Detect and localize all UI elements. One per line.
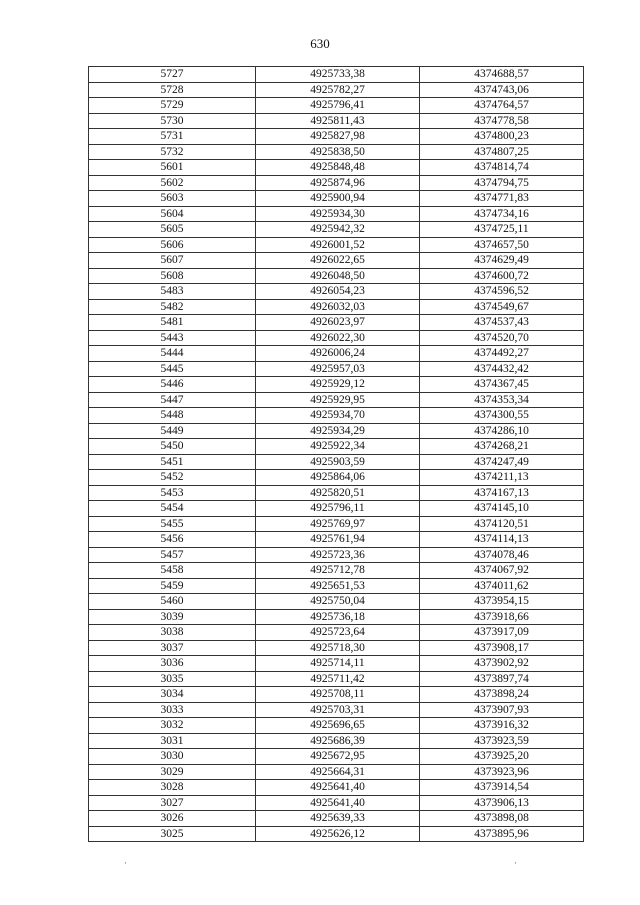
- y-coordinate-cell: 4373923,59: [420, 733, 584, 749]
- table-row: [89, 191, 584, 207]
- table-row: [89, 516, 584, 532]
- table-row: [89, 423, 584, 439]
- table-row: [89, 578, 584, 594]
- table-row: [89, 671, 584, 687]
- x-coordinate-cell: 4925811,43: [256, 113, 420, 129]
- y-coordinate-cell: 4374725,11: [420, 222, 584, 238]
- table-row: [89, 160, 584, 176]
- y-coordinate-cell: 4373907,93: [420, 702, 584, 718]
- y-coordinate-cell: 4374067,92: [420, 563, 584, 579]
- x-coordinate-cell: 4926023,97: [256, 315, 420, 331]
- y-coordinate-cell: 4374120,51: [420, 516, 584, 532]
- table-row: [89, 733, 584, 749]
- point-number-cell: 3032: [89, 718, 256, 734]
- table-row: [89, 253, 584, 269]
- x-coordinate-cell: 4925934,30: [256, 206, 420, 222]
- x-coordinate-cell: 4925733,38: [256, 67, 420, 83]
- x-coordinate-cell: 4925761,94: [256, 532, 420, 548]
- x-coordinate-cell: 4925934,29: [256, 423, 420, 439]
- point-number-cell: 3038: [89, 625, 256, 641]
- point-number-cell: 5451: [89, 454, 256, 470]
- y-coordinate-cell: 4374167,13: [420, 485, 584, 501]
- y-coordinate-cell: 4374800,23: [420, 129, 584, 145]
- x-coordinate-cell: 4926054,23: [256, 284, 420, 300]
- point-number-cell: 3031: [89, 733, 256, 749]
- y-coordinate-cell: 4374537,43: [420, 315, 584, 331]
- x-coordinate-cell: 4925838,50: [256, 144, 420, 160]
- point-number-cell: 3027: [89, 795, 256, 811]
- table-row: [89, 392, 584, 408]
- y-coordinate-cell: 4374600,72: [420, 268, 584, 284]
- y-coordinate-cell: 4374367,45: [420, 377, 584, 393]
- x-coordinate-cell: 4925796,41: [256, 98, 420, 114]
- table-row: [89, 609, 584, 625]
- y-coordinate-cell: 4374247,49: [420, 454, 584, 470]
- point-number-cell: 5483: [89, 284, 256, 300]
- x-coordinate-cell: 4925718,30: [256, 640, 420, 656]
- x-coordinate-cell: 4926006,24: [256, 346, 420, 362]
- table-row: [89, 361, 584, 377]
- y-coordinate-cell: 4374814,74: [420, 160, 584, 176]
- table-row: [89, 547, 584, 563]
- x-coordinate-cell: 4926032,03: [256, 299, 420, 315]
- point-number-cell: 5604: [89, 206, 256, 222]
- point-number-cell: 5448: [89, 408, 256, 424]
- y-coordinate-cell: 4374688,57: [420, 67, 584, 83]
- x-coordinate-cell: 4925711,42: [256, 671, 420, 687]
- point-number-cell: 5606: [89, 237, 256, 253]
- y-coordinate-cell: 4374078,46: [420, 547, 584, 563]
- point-number-cell: 5482: [89, 299, 256, 315]
- point-number-cell: 5453: [89, 485, 256, 501]
- point-number-cell: 5446: [89, 377, 256, 393]
- y-coordinate-cell: 4373895,96: [420, 826, 584, 842]
- table-row: [89, 299, 584, 315]
- x-coordinate-cell: 4925672,95: [256, 749, 420, 765]
- x-coordinate-cell: 4925942,32: [256, 222, 420, 238]
- point-number-cell: 3030: [89, 749, 256, 765]
- page-number: 630: [310, 36, 330, 51]
- point-number-cell: 3039: [89, 609, 256, 625]
- point-number-cell: 5730: [89, 113, 256, 129]
- point-number-cell: 5458: [89, 563, 256, 579]
- point-number-cell: 5602: [89, 175, 256, 191]
- table-row: [89, 237, 584, 253]
- y-coordinate-cell: 4373902,92: [420, 656, 584, 672]
- y-coordinate-cell: 4374353,34: [420, 392, 584, 408]
- y-coordinate-cell: 4374807,25: [420, 144, 584, 160]
- x-coordinate-cell: 4925736,18: [256, 609, 420, 625]
- point-number-cell: 5731: [89, 129, 256, 145]
- scan-dot-mark: ·: [124, 858, 127, 868]
- y-coordinate-cell: 4374794,75: [420, 175, 584, 191]
- table-row: [89, 594, 584, 610]
- point-number-cell: 3035: [89, 671, 256, 687]
- table-row: [89, 532, 584, 548]
- table-row: [89, 454, 584, 470]
- table-row: [89, 377, 584, 393]
- x-coordinate-cell: 4925929,12: [256, 377, 420, 393]
- point-number-cell: 5460: [89, 594, 256, 610]
- x-coordinate-cell: 4925708,11: [256, 687, 420, 703]
- y-coordinate-cell: 4374657,50: [420, 237, 584, 253]
- x-coordinate-cell: 4925641,40: [256, 780, 420, 796]
- x-coordinate-cell: 4925750,04: [256, 594, 420, 610]
- table-row: [89, 640, 584, 656]
- y-coordinate-cell: 4374629,49: [420, 253, 584, 269]
- x-coordinate-cell: 4925900,94: [256, 191, 420, 207]
- point-number-cell: 5445: [89, 361, 256, 377]
- table-row: [89, 175, 584, 191]
- table-row: [89, 330, 584, 346]
- y-coordinate-cell: 4373917,09: [420, 625, 584, 641]
- y-coordinate-cell: 4373908,17: [420, 640, 584, 656]
- point-number-cell: 3034: [89, 687, 256, 703]
- point-number-cell: 5608: [89, 268, 256, 284]
- point-number-cell: 5455: [89, 516, 256, 532]
- table-row: [89, 764, 584, 780]
- x-coordinate-cell: 4925686,39: [256, 733, 420, 749]
- point-number-cell: 3028: [89, 780, 256, 796]
- x-coordinate-cell: 4925903,59: [256, 454, 420, 470]
- point-number-cell: 3025: [89, 826, 256, 842]
- x-coordinate-cell: 4925820,51: [256, 485, 420, 501]
- y-coordinate-cell: 4373918,66: [420, 609, 584, 625]
- point-number-cell: 3033: [89, 702, 256, 718]
- x-coordinate-cell: 4925639,33: [256, 811, 420, 827]
- y-coordinate-cell: 4373914,54: [420, 780, 584, 796]
- point-number-cell: 3037: [89, 640, 256, 656]
- table-row: [89, 718, 584, 734]
- table-row: [89, 625, 584, 641]
- table-row: [89, 826, 584, 842]
- x-coordinate-cell: 4925664,31: [256, 764, 420, 780]
- table-row: [89, 702, 584, 718]
- coordinates-table-body: [89, 67, 584, 842]
- table-row: [89, 563, 584, 579]
- x-coordinate-cell: 4925848,48: [256, 160, 420, 176]
- table-row: [89, 485, 584, 501]
- y-coordinate-cell: 4374743,06: [420, 82, 584, 98]
- y-coordinate-cell: 4374286,10: [420, 423, 584, 439]
- table-row: [89, 811, 584, 827]
- y-coordinate-cell: 4373906,13: [420, 795, 584, 811]
- table-row: [89, 780, 584, 796]
- table-row: [89, 98, 584, 114]
- x-coordinate-cell: 4925957,03: [256, 361, 420, 377]
- y-coordinate-cell: 4374268,21: [420, 439, 584, 455]
- x-coordinate-cell: 4925864,06: [256, 470, 420, 486]
- table-row: [89, 315, 584, 331]
- point-number-cell: 5605: [89, 222, 256, 238]
- y-coordinate-cell: 4374114,13: [420, 532, 584, 548]
- table-row: [89, 470, 584, 486]
- table-row: [89, 82, 584, 98]
- point-number-cell: 5601: [89, 160, 256, 176]
- point-number-cell: 5728: [89, 82, 256, 98]
- x-coordinate-cell: 4925934,70: [256, 408, 420, 424]
- point-number-cell: 5607: [89, 253, 256, 269]
- y-coordinate-cell: 4373923,96: [420, 764, 584, 780]
- y-coordinate-cell: 4374520,70: [420, 330, 584, 346]
- point-number-cell: 5452: [89, 470, 256, 486]
- y-coordinate-cell: 4374771,83: [420, 191, 584, 207]
- x-coordinate-cell: 4925641,40: [256, 795, 420, 811]
- y-coordinate-cell: 4374211,13: [420, 470, 584, 486]
- point-number-cell: 5449: [89, 423, 256, 439]
- table-row: [89, 749, 584, 765]
- x-coordinate-cell: 4925696,65: [256, 718, 420, 734]
- table-row: [89, 501, 584, 517]
- x-coordinate-cell: 4926022,65: [256, 253, 420, 269]
- point-number-cell: 5443: [89, 330, 256, 346]
- y-coordinate-cell: 4374734,16: [420, 206, 584, 222]
- point-number-cell: 5732: [89, 144, 256, 160]
- point-number-cell: 5481: [89, 315, 256, 331]
- y-coordinate-cell: 4374145,10: [420, 501, 584, 517]
- y-coordinate-cell: 4373898,08: [420, 811, 584, 827]
- x-coordinate-cell: 4925782,27: [256, 82, 420, 98]
- coordinates-table: [88, 66, 584, 842]
- table-row: [89, 268, 584, 284]
- point-number-cell: 5459: [89, 578, 256, 594]
- point-number-cell: 5444: [89, 346, 256, 362]
- x-coordinate-cell: 4925712,78: [256, 563, 420, 579]
- x-coordinate-cell: 4925769,97: [256, 516, 420, 532]
- table-row: [89, 222, 584, 238]
- table-row: [89, 206, 584, 222]
- x-coordinate-cell: 4926022,30: [256, 330, 420, 346]
- table-row: [89, 144, 584, 160]
- point-number-cell: 5603: [89, 191, 256, 207]
- table-row: [89, 113, 584, 129]
- point-number-cell: 5456: [89, 532, 256, 548]
- point-number-cell: 3026: [89, 811, 256, 827]
- table-row: [89, 67, 584, 83]
- y-coordinate-cell: 4373897,74: [420, 671, 584, 687]
- y-coordinate-cell: 4374764,57: [420, 98, 584, 114]
- x-coordinate-cell: 4925827,98: [256, 129, 420, 145]
- scan-dot-mark: ·: [514, 858, 517, 868]
- table-row: [89, 687, 584, 703]
- table-row: [89, 129, 584, 145]
- x-coordinate-cell: 4925796,11: [256, 501, 420, 517]
- table-row: [89, 656, 584, 672]
- y-coordinate-cell: 4373954,15: [420, 594, 584, 610]
- y-coordinate-cell: 4374549,67: [420, 299, 584, 315]
- x-coordinate-cell: 4926001,52: [256, 237, 420, 253]
- x-coordinate-cell: 4925714,11: [256, 656, 420, 672]
- y-coordinate-cell: 4374432,42: [420, 361, 584, 377]
- table-row: [89, 284, 584, 300]
- y-coordinate-cell: 4374300,55: [420, 408, 584, 424]
- y-coordinate-cell: 4374778,58: [420, 113, 584, 129]
- point-number-cell: 3029: [89, 764, 256, 780]
- y-coordinate-cell: 4373925,20: [420, 749, 584, 765]
- x-coordinate-cell: 4926048,50: [256, 268, 420, 284]
- x-coordinate-cell: 4925929,95: [256, 392, 420, 408]
- point-number-cell: 5450: [89, 439, 256, 455]
- table-row: [89, 346, 584, 362]
- table-row: [89, 408, 584, 424]
- table-row: [89, 439, 584, 455]
- table-row: [89, 795, 584, 811]
- point-number-cell: 5454: [89, 501, 256, 517]
- point-number-cell: 5729: [89, 98, 256, 114]
- x-coordinate-cell: 4925703,31: [256, 702, 420, 718]
- x-coordinate-cell: 4925651,53: [256, 578, 420, 594]
- x-coordinate-cell: 4925626,12: [256, 826, 420, 842]
- y-coordinate-cell: 4374596,52: [420, 284, 584, 300]
- y-coordinate-cell: 4373898,24: [420, 687, 584, 703]
- point-number-cell: 5447: [89, 392, 256, 408]
- x-coordinate-cell: 4925922,34: [256, 439, 420, 455]
- y-coordinate-cell: 4374011,62: [420, 578, 584, 594]
- x-coordinate-cell: 4925723,64: [256, 625, 420, 641]
- y-coordinate-cell: 4373916,32: [420, 718, 584, 734]
- x-coordinate-cell: 4925723,36: [256, 547, 420, 563]
- y-coordinate-cell: 4374492,27: [420, 346, 584, 362]
- point-number-cell: 3036: [89, 656, 256, 672]
- point-number-cell: 5727: [89, 67, 256, 83]
- point-number-cell: 5457: [89, 547, 256, 563]
- x-coordinate-cell: 4925874,96: [256, 175, 420, 191]
